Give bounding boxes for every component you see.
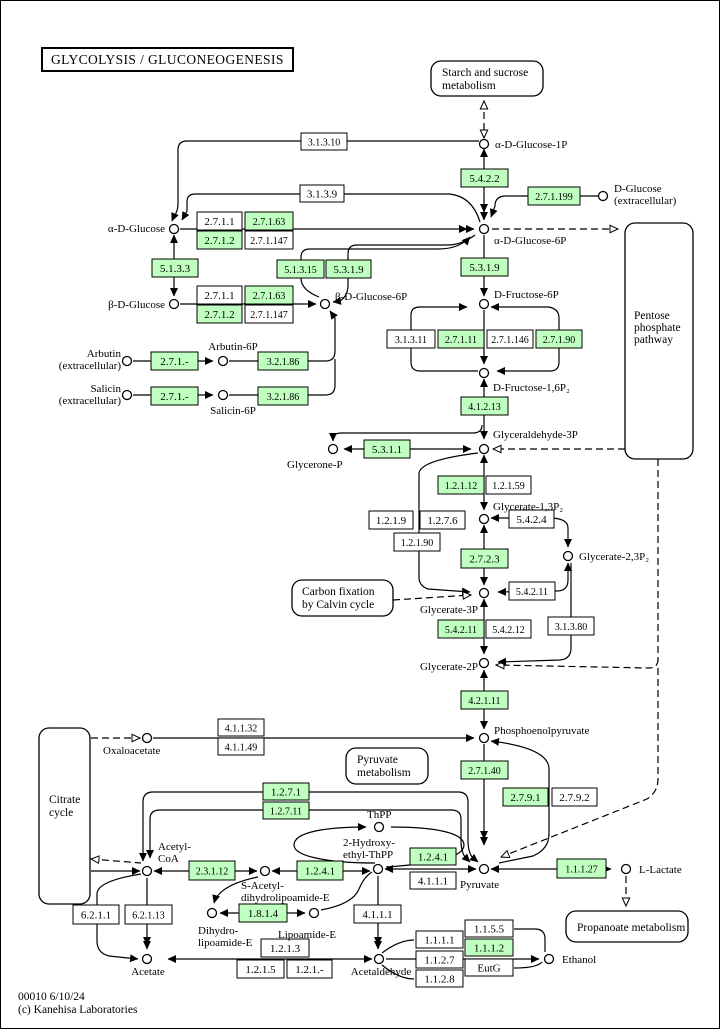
compound-node-arbutin-extracellular[interactable] (123, 357, 132, 366)
enzyme-box-label: 3.1.3.11 (394, 335, 428, 346)
pathway-box-starch-and-sucrose-metabolism[interactable] (431, 61, 543, 96)
edge-line-4 (172, 141, 479, 221)
enzyme-box-label: 2.7.1.40 (468, 766, 501, 777)
enzyme-box-label: 6.2.1.13 (132, 910, 165, 922)
enzyme-box-2.7.1.40[interactable] (461, 761, 508, 779)
compound-node-oxaloacetate[interactable] (143, 734, 152, 743)
compound-node-thpp[interactable] (375, 823, 384, 832)
enzyme-box-2.7.1.11[interactable] (438, 330, 484, 348)
enzyme-box-1.1.5.5[interactable] (465, 920, 513, 937)
enzyme-box-label: 1.2.7.11 (269, 806, 303, 818)
compound-node-beta-d-glucose-6p[interactable] (321, 300, 330, 309)
compound-node-salicin-extracellular[interactable] (123, 391, 132, 400)
edge-line-61 (382, 940, 414, 953)
edge-line-27 (501, 668, 658, 857)
enzyme-box-label: 4.2.1.11 (468, 696, 501, 707)
enzyme-box-2.7.1.147[interactable] (245, 305, 293, 323)
enzyme-box-label: 5.4.2.2 (469, 173, 500, 185)
compound-label: Acetate (131, 966, 165, 978)
enzyme-box-2.7.1.90[interactable] (536, 330, 582, 348)
enzyme-box-1.2.1.-[interactable] (287, 960, 332, 978)
enzyme-box-2.7.1.-[interactable] (151, 352, 198, 370)
compound-label: Acetyl- (158, 841, 191, 853)
enzyme-box-5.1.3.3[interactable] (152, 259, 198, 277)
pathway-box-label: cycle (49, 807, 74, 819)
compound-node-s-acetyl-dihydrolipoamide-e[interactable] (261, 867, 270, 876)
enzyme-box-label: 2.7.1.1 (204, 290, 235, 302)
enzyme-box-2.7.1.2[interactable] (197, 231, 242, 249)
edge-line-34 (498, 563, 571, 662)
enzyme-box-1.2.1.5[interactable] (237, 960, 284, 978)
enzyme-box-2.7.1.1[interactable] (197, 212, 242, 230)
enzyme-box-3.1.3.11[interactable] (387, 330, 435, 348)
map-title: GLYCOLYSIS / GLUCONEOGENESIS (41, 47, 294, 72)
enzyme-box-1.1.2.7[interactable] (416, 951, 463, 968)
enzyme-box-3.2.1.86[interactable] (258, 387, 308, 405)
compound-label: Ethanol (562, 954, 597, 966)
edge-line-64 (514, 962, 542, 968)
copyright: (c) Kanehisa Laboratories (18, 1004, 138, 1016)
enzyme-box-2.7.9.2[interactable] (552, 788, 597, 806)
compound-label: Arbutin (86, 348, 121, 360)
enzyme-box-2.7.1.-[interactable] (151, 387, 198, 405)
compound-label: Lipoamide-E (278, 929, 337, 941)
compound-label: lipoamide-E (198, 937, 253, 949)
enzyme-box-5.4.2.11[interactable] (438, 620, 484, 638)
enzyme-box-5.4.2.2[interactable] (461, 169, 508, 187)
pathway-box-label: Carbon fixation (302, 586, 375, 598)
enzyme-box-label: 5.1.3.15 (284, 265, 317, 276)
enzyme-box-label: 2.7.1.199 (535, 192, 573, 203)
enzyme-box-label: 2.7.1.90 (542, 335, 576, 346)
enzyme-box-1.2.1.9[interactable] (369, 511, 413, 529)
enzyme-box-label: 1.8.1.4 (247, 908, 279, 920)
compound-label: (extracellular) (614, 195, 677, 207)
enzyme-box-6.2.1.13[interactable] (125, 905, 172, 924)
compound-label: ThPP (367, 809, 392, 821)
compound-label: Glycerate-2P (419, 661, 478, 673)
compound-node-l-lactate[interactable] (622, 865, 631, 874)
compound-node-phosphoenolpyruvate[interactable] (480, 734, 489, 743)
enzyme-box-label: 1.1.1.1 (424, 934, 455, 947)
edge-line-26 (496, 659, 658, 668)
enzyme-box-1.2.1.90[interactable] (394, 533, 440, 551)
enzyme-box-1.1.1.2[interactable] (465, 939, 513, 956)
enzyme-box-label: 5.4.2.11 (515, 587, 549, 598)
compound-label: Phosphoenolpyruvate (494, 725, 590, 737)
compound-label: (extracellular) (58, 395, 121, 407)
compound-node-glycerate-1-3p2[interactable] (480, 515, 489, 524)
compound-node-arbutin-6p[interactable] (219, 357, 228, 366)
edge-line-33 (393, 595, 471, 600)
compound-node-glycerate-2p[interactable] (480, 659, 489, 668)
compound-label: β-D-Glucose-6P (335, 291, 408, 303)
pathway-box-label: phosphate (634, 322, 681, 334)
pathway-box-label: metabolism (357, 767, 411, 779)
compound-label: CoA (158, 853, 179, 865)
enzyme-box-2.7.1.147[interactable] (245, 231, 293, 249)
enzyme-box-4.1.1.1[interactable] (354, 905, 401, 923)
enzyme-box-4.1.1.49[interactable] (218, 738, 264, 755)
enzyme-box-label: 4.1.1.1 (417, 875, 449, 888)
enzyme-box-label: 3.1.3.9 (306, 188, 338, 201)
enzyme-box-label: 1.1.2.7 (424, 954, 455, 967)
enzyme-box-2.3.1.12[interactable] (189, 861, 235, 880)
compound-label: Salicin (90, 383, 121, 395)
enzyme-box-label: 1.2.1.12 (444, 481, 478, 492)
enzyme-box-label: 2.7.2.3 (469, 553, 500, 566)
pathway-diagram (1, 1, 719, 1028)
compound-node-glycerone-p[interactable] (329, 445, 338, 454)
enzyme-box-label: 1.2.1.9 (375, 515, 407, 527)
compound-node-d-glucose-extracellular[interactable] (599, 192, 608, 201)
enzyme-box-label: 2.7.9.2 (559, 792, 590, 804)
enzyme-box-label: 3.1.3.80 (554, 622, 588, 633)
compound-label: Glycerate-3P (419, 604, 478, 616)
pathway-box-label: Propanoate metabolism (577, 922, 686, 934)
enzyme-box-1.2.1.3[interactable] (261, 939, 309, 957)
enzyme-box-1.2.7.6[interactable] (420, 511, 465, 529)
enzyme-box-5.3.1.9[interactable] (461, 258, 508, 276)
edge-line-21 (333, 425, 482, 441)
enzyme-box-5.4.2.11[interactable] (509, 582, 555, 600)
enzyme-box-6.2.1.1[interactable] (73, 905, 119, 924)
enzyme-box-4.2.1.11[interactable] (461, 691, 508, 709)
enzyme-box-label: 5.4.2.12 (492, 625, 525, 636)
enzyme-box-2.7.1.146[interactable] (487, 330, 533, 348)
pathway-box-label: Pentose (634, 310, 670, 322)
compound-label: S-Acetyl- (241, 880, 284, 892)
enzyme-box-1.1.1.1[interactable] (416, 931, 463, 948)
pathway-box-label: pathway (634, 334, 673, 346)
enzyme-box-label: 2.7.1.2 (204, 309, 235, 321)
compound-label: β-D-Glucose (108, 299, 165, 311)
compound-label: D-Fructose-6P (494, 289, 559, 301)
compound-label: dihydrolipoamide-E (241, 892, 330, 904)
enzyme-box-label: 1.2.7.1 (270, 786, 302, 799)
compound-label: 2-Hydroxy- (343, 837, 395, 849)
pathway-box-label: metabolism (442, 80, 496, 92)
enzyme-box-label: 1.2.1.- (295, 964, 324, 976)
enzyme-box-label: 4.1.2.13 (468, 402, 501, 413)
compound-node-lipoamide-e[interactable] (310, 909, 319, 918)
enzyme-box-1.2.4.1[interactable] (297, 861, 343, 880)
compound-label: Glycerate-2,3P₂ (579, 551, 650, 563)
compound-label: α-D-Glucose-6P (494, 235, 567, 247)
enzyme-box-label: 5.3.1.9 (333, 264, 364, 276)
compound-label: ethyl-ThPP (343, 849, 394, 861)
enzyme-box-label: 5.3.1.1 (371, 444, 403, 456)
compound-node-2-hydroxy-ethyl-thpp[interactable] (374, 865, 383, 874)
map-footer (18, 991, 137, 1017)
enzyme-box-3.1.3.9[interactable] (300, 185, 344, 202)
enzyme-box-3.2.1.86[interactable] (258, 352, 308, 370)
enzyme-box-label: 2.3.1.12 (195, 866, 229, 878)
enzyme-box-label: 2.7.1.146 (491, 335, 529, 346)
enzyme-box-5.4.2.12[interactable] (486, 620, 531, 638)
enzyme-box-label: 2.7.1.147 (250, 236, 288, 247)
enzyme-box-1.1.1.27[interactable] (557, 859, 606, 878)
compound-label: Glyceraldehyde-3P (493, 429, 578, 441)
enzyme-box-label: EutG (477, 962, 501, 975)
compound-label: α-D-Glucose-1P (495, 139, 568, 151)
pathway-box-pentose-phosphate-pathway[interactable] (625, 223, 693, 459)
enzyme-box-EutG[interactable] (465, 959, 513, 976)
compound-node-glycerate-3p[interactable] (480, 589, 489, 598)
enzyme-box-5.3.1.9[interactable] (326, 260, 371, 278)
compound-label: Oxaloacetate (103, 745, 161, 757)
enzyme-box-label: 6.2.1.1 (80, 909, 112, 922)
compound-label: (extracellular) (58, 360, 121, 372)
enzyme-box-label: 5.1.3.3 (159, 263, 191, 275)
enzyme-box-label: 4.1.1.1 (362, 909, 393, 921)
compound-node-d-fructose-6p[interactable] (480, 300, 489, 309)
enzyme-boxes-layer (73, 133, 606, 987)
enzyme-box-2.7.1.63[interactable] (245, 286, 293, 304)
enzyme-box-4.1.1.32[interactable] (218, 719, 264, 736)
enzyme-box-2.7.1.1[interactable] (197, 286, 242, 304)
enzyme-box-2.7.1.199[interactable] (528, 187, 580, 205)
compound-label: Glycerate-1,3P₂ (493, 501, 564, 513)
compound-node-salicin-6p[interactable] (219, 391, 228, 400)
compound-label: Dihydro- (198, 925, 239, 937)
enzyme-box-label: 1.1.1.2 (473, 942, 505, 955)
compound-node-pyruvate[interactable] (480, 865, 489, 874)
enzyme-box-1.8.1.4[interactable] (239, 904, 287, 922)
enzyme-box-label: 2.7.1.63 (252, 217, 286, 228)
pathway-box-propanoate-metabolism[interactable] (566, 911, 688, 942)
compound-label: Acetaldehyde (350, 966, 412, 978)
edge-line-44 (91, 859, 141, 863)
compound-node-acetaldehyde[interactable] (375, 955, 384, 964)
enzyme-box-label: 5.4.2.11 (444, 625, 478, 636)
compound-node-glycerate-2-3p2[interactable] (564, 552, 573, 561)
compound-node-dihydrolipoamide-e[interactable] (208, 909, 217, 918)
enzyme-box-label: 1.2.4.1 (417, 851, 449, 864)
pathway-box-label: Citrate (49, 794, 81, 806)
compound-label: D-Fructose-1,6P₂ (493, 382, 570, 394)
pathway-box-carbon-fixation-by-calvin-cycle[interactable] (292, 580, 393, 616)
enzyme-box-2.7.1.2[interactable] (197, 305, 242, 323)
enzyme-box-label: 1.2.1.90 (400, 538, 434, 549)
enzyme-box-label: 2.7.1.147 (250, 310, 288, 321)
compound-label: Arbutin-6P (208, 341, 258, 353)
map-id-and-date: 00010 6/10/24 (18, 991, 85, 1003)
enzyme-box-label: 4.1.1.49 (224, 742, 258, 754)
pathway-box-pyruvate-metabolism[interactable] (346, 748, 428, 784)
compound-label: L-Lactate (639, 864, 682, 876)
enzyme-box-label: 1.2.1.5 (245, 964, 276, 976)
enzyme-box-3.1.3.10[interactable] (301, 133, 347, 150)
enzyme-box-label: 1.1.2.8 (424, 973, 455, 986)
enzyme-box-label: 2.7.1.1 (204, 216, 235, 228)
pathway-box-citrate-cycle[interactable] (39, 728, 90, 904)
compound-node-beta-d-glucose[interactable] (170, 300, 179, 309)
enzyme-box-3.1.3.80[interactable] (548, 617, 594, 635)
enzyme-box-1.2.1.12[interactable] (438, 476, 484, 494)
compound-label: Salicin-6P (210, 405, 256, 417)
enzyme-box-1.2.7.1[interactable] (263, 783, 309, 800)
compound-node-acetate[interactable] (143, 955, 152, 964)
compound-node-alpha-d-glucose[interactable] (170, 225, 179, 234)
pathway-box-label: by Calvin cycle (302, 599, 375, 611)
enzyme-box-label: 4.1.1.32 (224, 723, 258, 735)
enzyme-box-5.1.3.15[interactable] (277, 260, 324, 278)
pathway-box-label: Starch and sucrose (442, 67, 529, 79)
enzyme-box-5.3.1.1[interactable] (364, 440, 410, 458)
enzyme-box-label: 2.7.9.1 (510, 792, 541, 804)
enzyme-box-label: 1.1.1.27 (565, 864, 598, 876)
enzyme-box-1.2.7.11[interactable] (263, 802, 309, 819)
enzyme-box-2.7.2.3[interactable] (461, 549, 508, 568)
compound-node-alpha-d-glucose-1p[interactable] (480, 140, 489, 149)
enzyme-box-label: 2.7.1.63 (252, 291, 286, 302)
enzyme-box-label: 3.2.1.86 (266, 357, 300, 368)
enzyme-box-label: 1.2.1.3 (269, 943, 301, 955)
enzyme-box-2.7.9.1[interactable] (503, 788, 548, 806)
enzyme-box-label: 2.7.1.- (160, 356, 189, 368)
compound-node-alpha-d-glucose-6p[interactable] (480, 225, 489, 234)
compound-label: Pyruvate (460, 879, 500, 891)
enzyme-box-label: 2.7.1.2 (204, 235, 235, 247)
enzyme-box-label: 2.7.1.- (160, 391, 189, 403)
enzyme-box-label: 3.1.3.10 (307, 137, 341, 149)
enzyme-box-4.1.2.13[interactable] (461, 397, 508, 415)
enzyme-box-label: 1.1.5.5 (473, 923, 505, 936)
compound-node-ethanol[interactable] (545, 955, 554, 964)
enzyme-box-label: 1.2.7.6 (427, 515, 458, 527)
enzyme-box-label: 1.2.1.59 (492, 481, 525, 492)
compound-label: D-Glucose (614, 183, 662, 195)
pathway-box-label: Pyruvate (357, 754, 398, 766)
compound-node-acetyl-coa[interactable] (143, 867, 152, 876)
compound-node-d-fructose-1-6p2[interactable] (480, 369, 489, 378)
compound-label: α-D-Glucose (107, 223, 165, 235)
enzyme-box-2.7.1.63[interactable] (245, 212, 293, 230)
enzyme-box-label: 5.4.2.4 (516, 514, 547, 526)
enzyme-box-1.2.4.1[interactable] (410, 848, 456, 865)
enzyme-box-label: 3.2.1.86 (266, 392, 300, 403)
enzyme-box-4.1.1.1[interactable] (410, 872, 456, 889)
compound-node-glyceraldehyde-3p[interactable] (480, 445, 489, 454)
enzyme-box-1.1.2.8[interactable] (416, 970, 463, 987)
enzyme-box-label: 1.2.4.1 (304, 865, 336, 878)
enzyme-box-1.2.1.59[interactable] (486, 476, 531, 494)
enzyme-box-label: 2.7.1.11 (444, 335, 478, 346)
enzyme-box-label: 5.3.1.9 (469, 262, 500, 274)
edge-line-63 (514, 929, 545, 952)
compound-label: Glycerone-P (287, 459, 343, 471)
